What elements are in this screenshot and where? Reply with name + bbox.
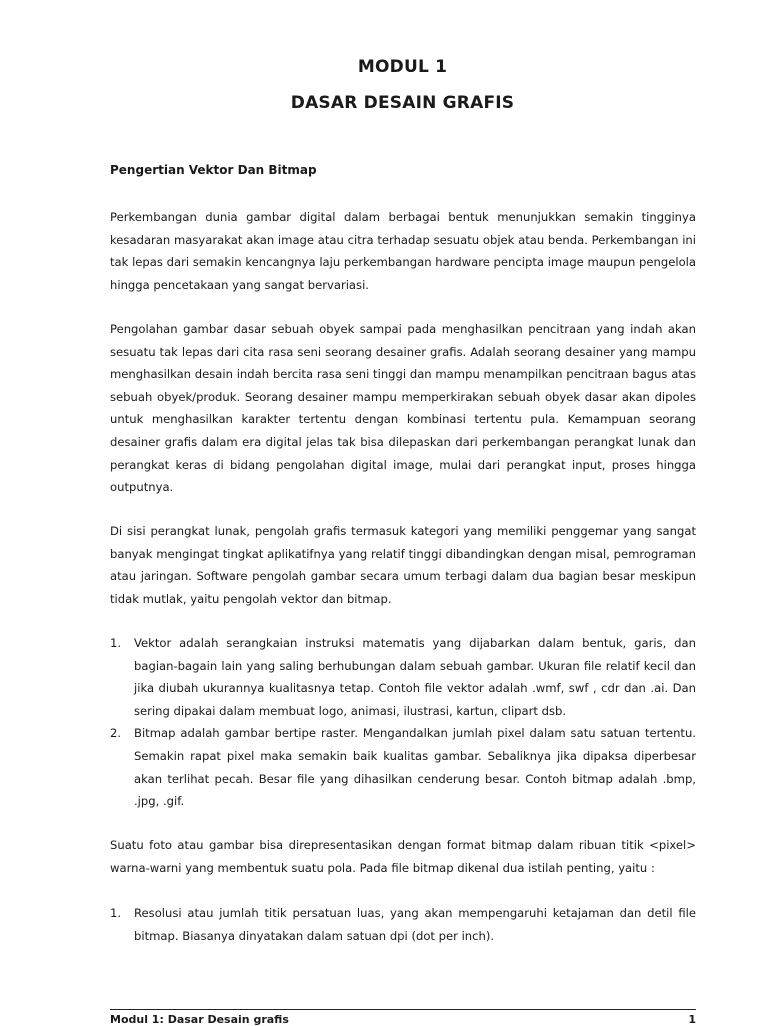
list-item-bitmap bbox=[110, 722, 696, 812]
list-number: 2. bbox=[110, 726, 122, 741]
paragraph-software: Di sisi perangkat lunak, pengolah grafis termasuk kategori yang memiliki penggemar yang sangat banyak mengingat tingkat aplikatifnya yang relatif tinggi dibandingkan dengan misal, pemrograman atau jaringan. Software pengolah gambar secara umum terbagi dalam dua bagian besar meskipun tidak mutlak, yaitu pengolah vektor dan bitmap. bbox=[110, 524, 696, 606]
paragraph-intro: Perkembangan dunia gambar digital dalam berbagai bentuk menunjukkan semakin tingginya kesadaran masyarakat akan image atau citra terhadap sesuatu objek atau benda. Perkembangan ini tak lepas dari semakin kencangnya laju perkembangan hardware pencipta image maupun pengelola hingga pencetakaan yang sangat bervariasi. bbox=[110, 210, 696, 292]
list-item-text: Bitmap adalah gambar bertipe raster. Mengandalkan jumlah pixel dalam satu satuan tertentu. Semakin rapat pixel maka semakin baik kualitas gambar. Sebaliknya jika dipaksa diperbesar akan terlihat pecah. Besar file yang dihasilkan cenderung besar. Contoh bitmap adalah .bmp, .jpg, .gif. bbox=[134, 726, 696, 809]
list-number: 1. bbox=[110, 906, 122, 920]
module-subtitle: DASAR DESAIN GRAFIS bbox=[290, 93, 515, 113]
list-number: 1. bbox=[110, 636, 122, 650]
page-number: 1 bbox=[688, 1013, 696, 1026]
footer-title: Modul 1: Dasar Desain grafis bbox=[110, 1013, 289, 1026]
section-heading: Pengertian Vektor Dan Bitmap bbox=[110, 163, 317, 177]
vector-bitmap-list bbox=[110, 632, 696, 813]
list-item-text: Vektor adalah serangkaian instruksi matematis yang dijabarkan dalam bentuk, garis, dan bagian-bagain lain yang saling berhubungan dalam sebuah gambar. Ukuran file relatif kecil dan jika diubah ukurannya kualitasnya tetap. Contoh file vektor adalah .wmf, swf , cdr dan .ai. Dan sering dipakai dalam membuat logo, animasi, ilustrasi, kartun, clipart dsb. bbox=[134, 636, 696, 718]
footer-divider bbox=[110, 1009, 696, 1010]
list-item-vektor bbox=[110, 632, 696, 722]
module-title: MODUL 1 bbox=[357, 57, 448, 77]
list-item-resolusi bbox=[110, 902, 696, 947]
paragraph-pixel: Suatu foto atau gambar bisa direpresentasikan dengan format bitmap dalam ribuan titik <pixel> warna-warni yang membentuk suatu pola. Pada file bitmap dikenal dua istilah penting, yaitu : bbox=[110, 838, 696, 875]
list-item-text: Resolusi atau jumlah titik persatuan luas, yang akan mempengaruhi ketajaman dan detil file bitmap. Biasanya dinyatakan dalam satuan dpi (dot per inch). bbox=[134, 906, 696, 943]
bitmap-terms-list bbox=[110, 902, 696, 947]
paragraph-designer: Pengolahan gambar dasar sebuah obyek sampai pada menghasilkan pencitraan yang indah akan sesuatu tak lepas dari cita rasa seni seorang desainer grafis. Adalah seorang desainer yang mampu menghasilkan desain indah bercita rasa seni tinggi dan mampu menampilkan pencitraan bagus atas sebuah obyek/produk. Seorang desainer mampu memperkirakan sebuah obyek dasar akan dipoles untuk menghasilkan karakter tertentu dengan kombinasi tertentu pula. Kemampuan seorang desainer grafis dalam era digital jelas tak bisa dilepaskan dari perkembangan perangkat lunak dan perangkat keras di bidang pengolahan digital image, mulai dari perangkat input, proses hingga outputnya. bbox=[110, 322, 696, 495]
